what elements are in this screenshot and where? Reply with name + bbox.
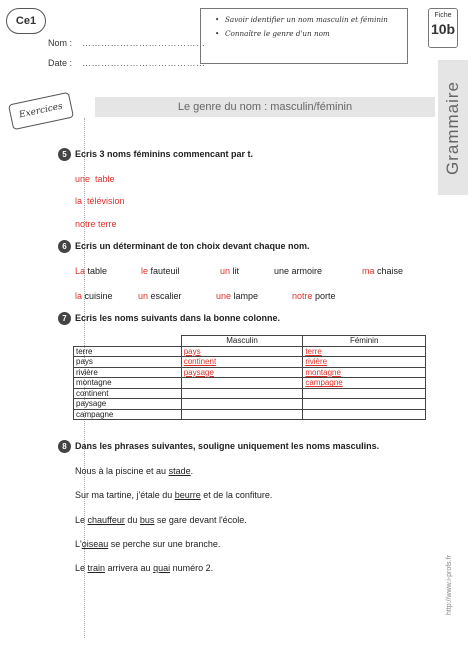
- table-header-feminin: Féminin: [303, 336, 426, 347]
- objectives-box: [200, 8, 408, 64]
- ex6-item: [138, 291, 182, 301]
- page-title: Le genre du nom : masculin/féminin: [177, 101, 353, 113]
- sentence-5: [75, 563, 213, 573]
- sentence-4: [75, 539, 220, 549]
- objective-text: Connaître le genre d'un nom: [225, 29, 330, 38]
- exercise-8-instruction: Dans les phrases suivantes, souligne uniquement les noms masculins.: [75, 441, 380, 451]
- item-det: un: [220, 266, 231, 276]
- item-noun: une armoire: [274, 266, 323, 276]
- ex6-item: [75, 266, 107, 276]
- sorting-table: [73, 335, 426, 420]
- fiche-box: [428, 8, 458, 48]
- underlined-noun: beurre: [174, 490, 201, 500]
- table-cell: [303, 409, 426, 420]
- exercise-number-6: 6: [58, 240, 71, 253]
- answer-noun: table: [95, 174, 115, 184]
- answer-det: une: [75, 174, 91, 184]
- ex6-item: [216, 291, 258, 301]
- class-badge: Ce1: [6, 8, 46, 34]
- ex6-item: [141, 266, 180, 276]
- table-cell: pays: [181, 346, 303, 357]
- sentence-2: [75, 490, 272, 500]
- item-det: La: [75, 266, 86, 276]
- table-cell: continent: [74, 388, 182, 399]
- table-header-empty: [74, 336, 182, 347]
- item-det: la: [75, 291, 83, 301]
- exercices-tag: [8, 92, 74, 130]
- table-cell: campagne: [74, 409, 182, 420]
- ex6-item: [75, 291, 113, 301]
- table-cell: [181, 409, 303, 420]
- table-row: [74, 409, 426, 420]
- exercise-number-5: 5: [58, 148, 71, 161]
- item-noun: porte: [315, 291, 336, 301]
- table-cell: paysage: [74, 399, 182, 410]
- table-cell: pays: [74, 357, 182, 368]
- table-header-row: [74, 336, 426, 347]
- exercise-5-instruction: Ecris 3 noms féminins commencant par t.: [75, 149, 254, 159]
- fiche-label: Fiche: [434, 12, 452, 19]
- underlined-noun: stade: [168, 466, 191, 476]
- table-cell: paysage: [181, 367, 303, 378]
- item-det: notre: [292, 291, 313, 301]
- ex6-item: [274, 266, 322, 276]
- table-cell: [181, 378, 303, 389]
- underlined-noun: oiseau: [81, 539, 109, 549]
- table-cell: [181, 399, 303, 410]
- sentence-text: Le: [75, 563, 88, 573]
- table-cell: montagne: [74, 378, 182, 389]
- ex5-answer-3: [75, 219, 117, 229]
- nom-field[interactable]: …………………………………: [82, 38, 206, 48]
- item-noun: escalier: [150, 291, 182, 301]
- source-url: http://www.i-profs.fr: [446, 555, 453, 615]
- sentence-text: Nous à la piscine et au: [75, 466, 169, 476]
- page-title-band: [95, 97, 435, 117]
- underlined-noun: quai: [153, 563, 171, 573]
- exercise-number-7: 7: [58, 312, 71, 325]
- item-noun: fauteuil: [150, 266, 180, 276]
- sentence-text: .: [190, 466, 194, 476]
- sentence-text: L': [75, 539, 82, 549]
- table-cell: terre: [74, 346, 182, 357]
- table-cell: terre: [303, 346, 426, 357]
- item-det: un: [138, 291, 149, 301]
- ex5-answer-1: [75, 174, 115, 184]
- fiche-number: 10b: [430, 21, 456, 37]
- table-row: [74, 399, 426, 410]
- exercise-7-instruction: Ecris les noms suivants dans la bonne colonne.: [75, 313, 281, 323]
- item-noun: cuisine: [84, 291, 113, 301]
- objective-item: [215, 29, 401, 38]
- answer-det: notre: [75, 219, 96, 229]
- sentence-text: se gare devant l'école.: [154, 515, 247, 525]
- sentence-3: [75, 515, 247, 525]
- table-row: [74, 357, 426, 368]
- exercise-6-instruction: Ecris un déterminant de ton choix devant chaque nom.: [75, 241, 310, 251]
- item-det: le: [141, 266, 149, 276]
- table-cell: montagne: [303, 367, 426, 378]
- nom-label: Nom :: [48, 38, 73, 48]
- date-field[interactable]: …………………………………: [82, 58, 206, 68]
- item-noun: lit: [232, 266, 240, 276]
- item-noun: lampe: [233, 291, 259, 301]
- table-cell: rivière: [303, 357, 426, 368]
- answer-noun: terre: [98, 219, 117, 229]
- table-cell: campagne: [303, 378, 426, 389]
- table-row: [74, 378, 426, 389]
- item-det: ma: [362, 266, 375, 276]
- item-noun: table: [87, 266, 108, 276]
- bullet-icon: •: [215, 15, 220, 24]
- table-header-masculin: Masculin: [181, 336, 303, 347]
- objective-text: Savoir identifier un nom masculin et féminin: [225, 15, 388, 24]
- table-row: [74, 346, 426, 357]
- ex6-item: [220, 266, 239, 276]
- item-det: une: [216, 291, 232, 301]
- underlined-noun: bus: [139, 515, 155, 525]
- date-label: Date :: [48, 58, 73, 68]
- answer-noun: télévision: [87, 196, 125, 206]
- table-row: [74, 388, 426, 399]
- subject-strip: [438, 60, 468, 195]
- underlined-noun: chauffeur: [87, 515, 125, 525]
- ex5-answer-2: [75, 196, 125, 206]
- sentence-text: numéro 2.: [170, 563, 214, 573]
- table-cell: [181, 388, 303, 399]
- sentence-text: arrivera au: [105, 563, 154, 573]
- answer-det: la: [75, 196, 83, 206]
- sentence-text: Sur ma tartine, j'étale du: [75, 490, 175, 500]
- table-row: [74, 367, 426, 378]
- ex6-item: [362, 266, 403, 276]
- table-cell: [303, 388, 426, 399]
- table-cell: [303, 399, 426, 410]
- table-cell: rivière: [74, 367, 182, 378]
- sentence-1: [75, 466, 193, 476]
- sentence-text: et de la confiture.: [200, 490, 273, 500]
- bullet-icon: •: [215, 29, 220, 38]
- objective-item: [215, 15, 401, 24]
- sentence-text: du: [124, 515, 140, 525]
- ex6-item: [292, 291, 336, 301]
- sentence-text: se perche sur une branche.: [108, 539, 221, 549]
- underlined-noun: train: [87, 563, 106, 573]
- exercise-number-8: 8: [58, 440, 71, 453]
- subject-label: Grammaire: [443, 80, 463, 175]
- item-noun: chaise: [377, 266, 404, 276]
- exercices-label: Exercices: [18, 101, 64, 121]
- table-cell: continent: [181, 357, 303, 368]
- sentence-text: Le: [75, 515, 88, 525]
